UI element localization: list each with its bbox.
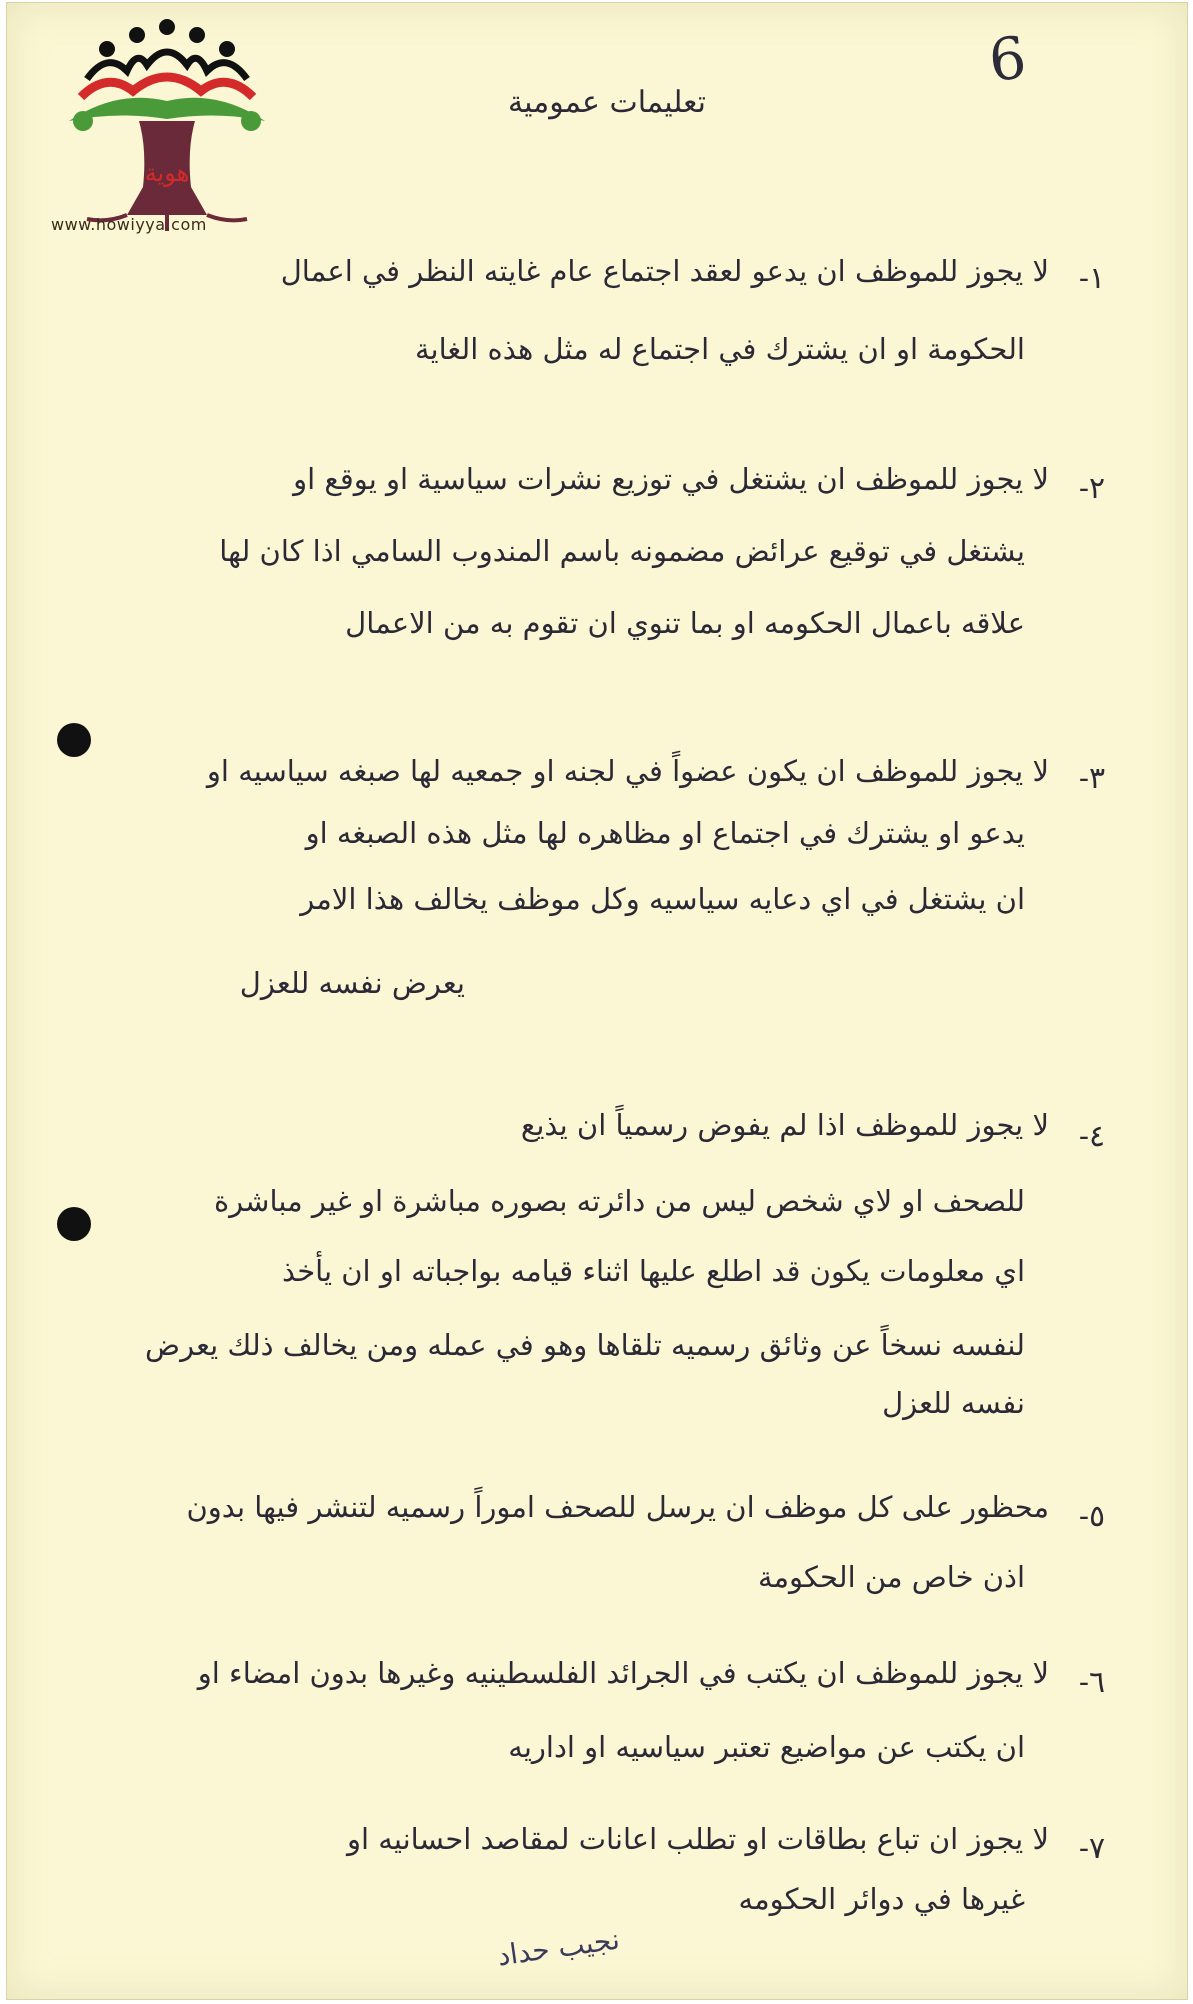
signature: نجيب حداد [495,1922,622,1973]
item-number: ٥- [1078,1499,1106,1534]
page-number: 6 [985,23,1030,95]
item-line: لا يجوز ان تباع بطاقات او تطلب اعانات لمقاصد احسانيه او [347,1822,1049,1856]
item-line: لنفسه نسخاً عن وثائق رسميه تلقاها وهو في عمله ومن يخالف ذلك يعرض [145,1328,1025,1362]
document-title: تعليمات عمومية [507,85,707,120]
item-number: ١- [1078,261,1106,296]
logo-wordmark: هوية [144,159,190,187]
site-url: www.howiyya.com [51,215,207,234]
item-line: الحكومة او ان يشترك في اجتماع له مثل هذه الغاية [414,332,1025,366]
item-line: اذن خاص من الحكومة [757,1560,1025,1594]
item-line: اي معلومات يكون قد اطلع عليها اثناء قيامه بواجباته او ان يأخذ [281,1254,1025,1288]
item-number: ٧- [1078,1831,1106,1866]
item-number: ٢- [1078,471,1106,506]
item-line: يشتغل في توقيع عرائض مضمونه باسم المندوب السامي اذا كان لها [219,534,1025,568]
howiyya-logo [47,9,277,239]
tree-icon [47,9,277,239]
item-line: محظور على كل موظف ان يرسل للصحف اموراً رسميه لتنشر فيها بدون [186,1490,1049,1524]
item-number: ٣- [1078,761,1106,796]
item-line: ان يشتغل في اي دعايه سياسيه وكل موظف يخالف هذا الامر [300,882,1025,916]
item-number: ٤- [1078,1119,1106,1154]
item-line: لا يجوز للموظف ان يكون عضواً في لجنه او جمعيه لها صبغه سياسيه او [206,754,1049,788]
item-line: علاقه باعمال الحكومه او بما تنوي ان تقوم به من الاعمال [345,606,1025,640]
item-line: لا يجوز للموظف ان يكتب في الجرائد الفلسطينيه وغيرها بدون امضاء او [197,1656,1049,1690]
item-line: ان يكتب عن مواضيع تعتبر سياسيه او اداريه [508,1730,1025,1764]
item-number: ٦- [1078,1665,1106,1700]
item-line: لا يجوز للموظف ان يشتغل في توزيع نشرات سياسية او يوقع او [293,462,1049,496]
item-line: نفسه للعزل [882,1386,1025,1420]
item-line: لا يجوز للموظف اذا لم يفوض رسمياً ان يذيع [520,1108,1049,1142]
item-line: للصحف او لاي شخص ليس من دائرته بصوره مباشرة او غير مباشرة [213,1184,1025,1218]
document-page [6,2,1188,2000]
margin-dot [57,1207,91,1241]
item-line: لا يجوز للموظف ان يدعو لعقد اجتماع عام غايته النظر في اعمال [280,254,1049,288]
item-line: غيرها في دوائر الحكومه [738,1882,1025,1916]
margin-dot [57,723,91,757]
item-line: يدعو او يشترك في اجتماع او مظاهره لها مثل هذه الصبغه او [305,816,1025,850]
item-line: يعرض نفسه للعزل [239,966,465,1000]
